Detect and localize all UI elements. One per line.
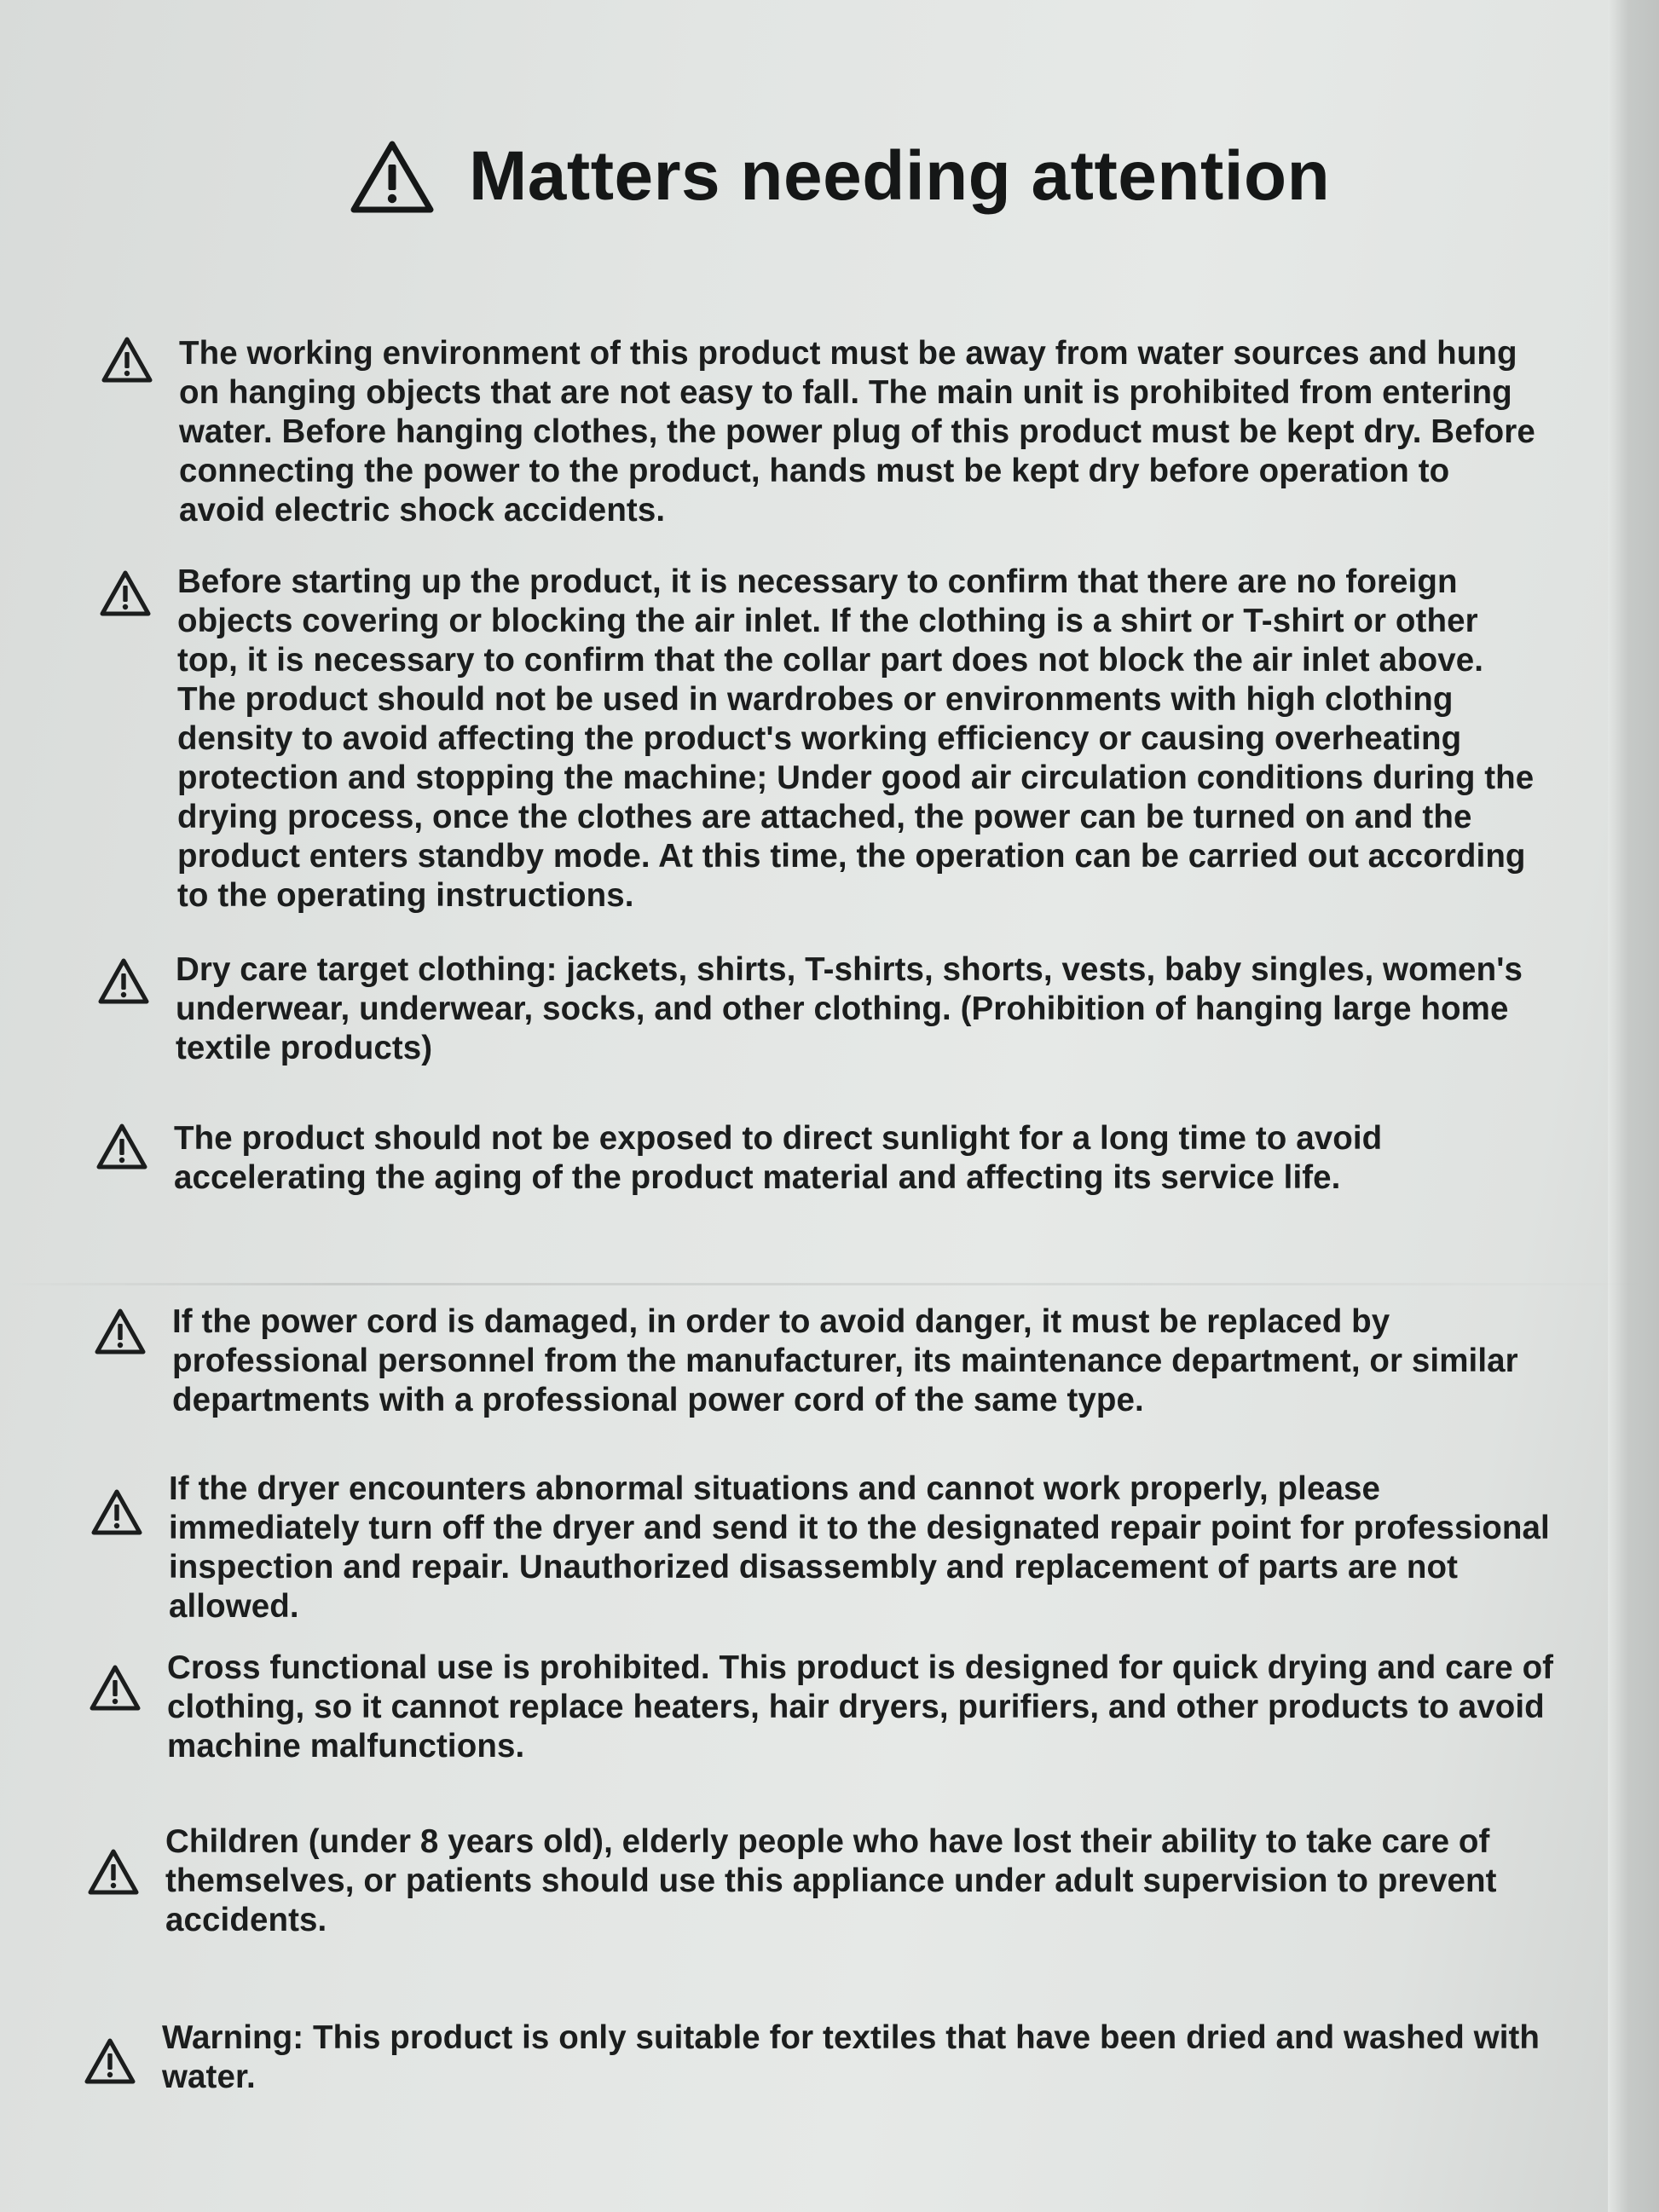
notice-text: Children (under 8 years old), elderly people who have lost their ability to take care of themselves, or patients should use this appliance under adult supervision to prevent accidents. [165, 1823, 1497, 1938]
notice-item [101, 334, 1550, 530]
notice-item [90, 1470, 1557, 1626]
warning-triangle-icon [94, 1308, 148, 1355]
warning-triangle-icon [84, 2037, 138, 2085]
title-row [350, 136, 1330, 217]
notice-text: The product should not be exposed to direct sunlight for a long time to avoid accelerating the aging of the product material and affecting its service life. [174, 1120, 1383, 1196]
notice-text: Before starting up the product, it is necessary to confirm that there are no foreign objects covering or blocking the air inlet. If the clothing is a shirt or T-shirt or other top, it is necessary to confirm that the collar part does not block the air inlet above. The product should not be used in wardrobes or environments with high clothing density to avoid affecting the product's working efficiency or causing overheating protection and stopping the machine; Under good air circulation conditions during the drying process, once the clothes are attached, the power can be turned on and the product enters standby mode. At this time, the operation can be carried out according to the operating instructions. [177, 563, 1535, 914]
warning-triangle-icon [87, 1848, 142, 1896]
warning-triangle-icon [95, 1123, 150, 1170]
notice-text: Warning: This product is only suitable for textiles that have been dried and washed with water. [162, 2019, 1540, 2095]
notice-text: If the dryer encounters abnormal situations and cannot work properly, please immediately turn off the dryer and send it to the designated repair point for professional inspection and repair. Unauthorized disassembly and replacement of parts are not allowed. [169, 1470, 1550, 1625]
warning-triangle-icon [101, 336, 155, 384]
notice-item [94, 1302, 1552, 1420]
warning-triangle-icon [97, 957, 152, 1005]
notice-text: If the power cord is damaged, in order to avoid danger, it must be replaced by professional personnel from the manufacturer, its maintenance department, or similar departments with a professional power cord of the same type. [172, 1303, 1518, 1418]
warning-triangle-icon [99, 569, 153, 617]
notice-item [97, 950, 1546, 1068]
notice-text: The working environment of this product must be away from water sources and hung on hanging objects that are not easy to fall. The main unit is prohibited from entering water. Before hanging clothes, the power plug of this product must be kept dry. Before connecting the power to the product, hands must be kept dry before operation to avoid electric shock accidents. [179, 335, 1535, 528]
page-title: Matters needing attention [469, 137, 1331, 215]
notice-item [95, 1119, 1545, 1198]
notice-text: Cross functional use is prohibited. This product is designed for quick drying and care of clothing, so it cannot replace heaters, hair dryers, purifiers, and other products to avoid machine malfunctions. [167, 1649, 1554, 1764]
notice-text: Dry care target clothing: jackets, shirts, T-shirts, shorts, vests, baby singles, women's underwear, underwear, socks, and other clothing. (Prohibition of hanging large home textile products) [176, 951, 1523, 1066]
notice-item [87, 1822, 1562, 1940]
notice-item [99, 563, 1548, 915]
notice-item [84, 2019, 1567, 2097]
warning-triangle-icon [90, 1488, 145, 1536]
warning-triangle-icon [350, 139, 435, 214]
warning-triangle-icon [89, 1664, 143, 1712]
notice-item [89, 1649, 1564, 1766]
